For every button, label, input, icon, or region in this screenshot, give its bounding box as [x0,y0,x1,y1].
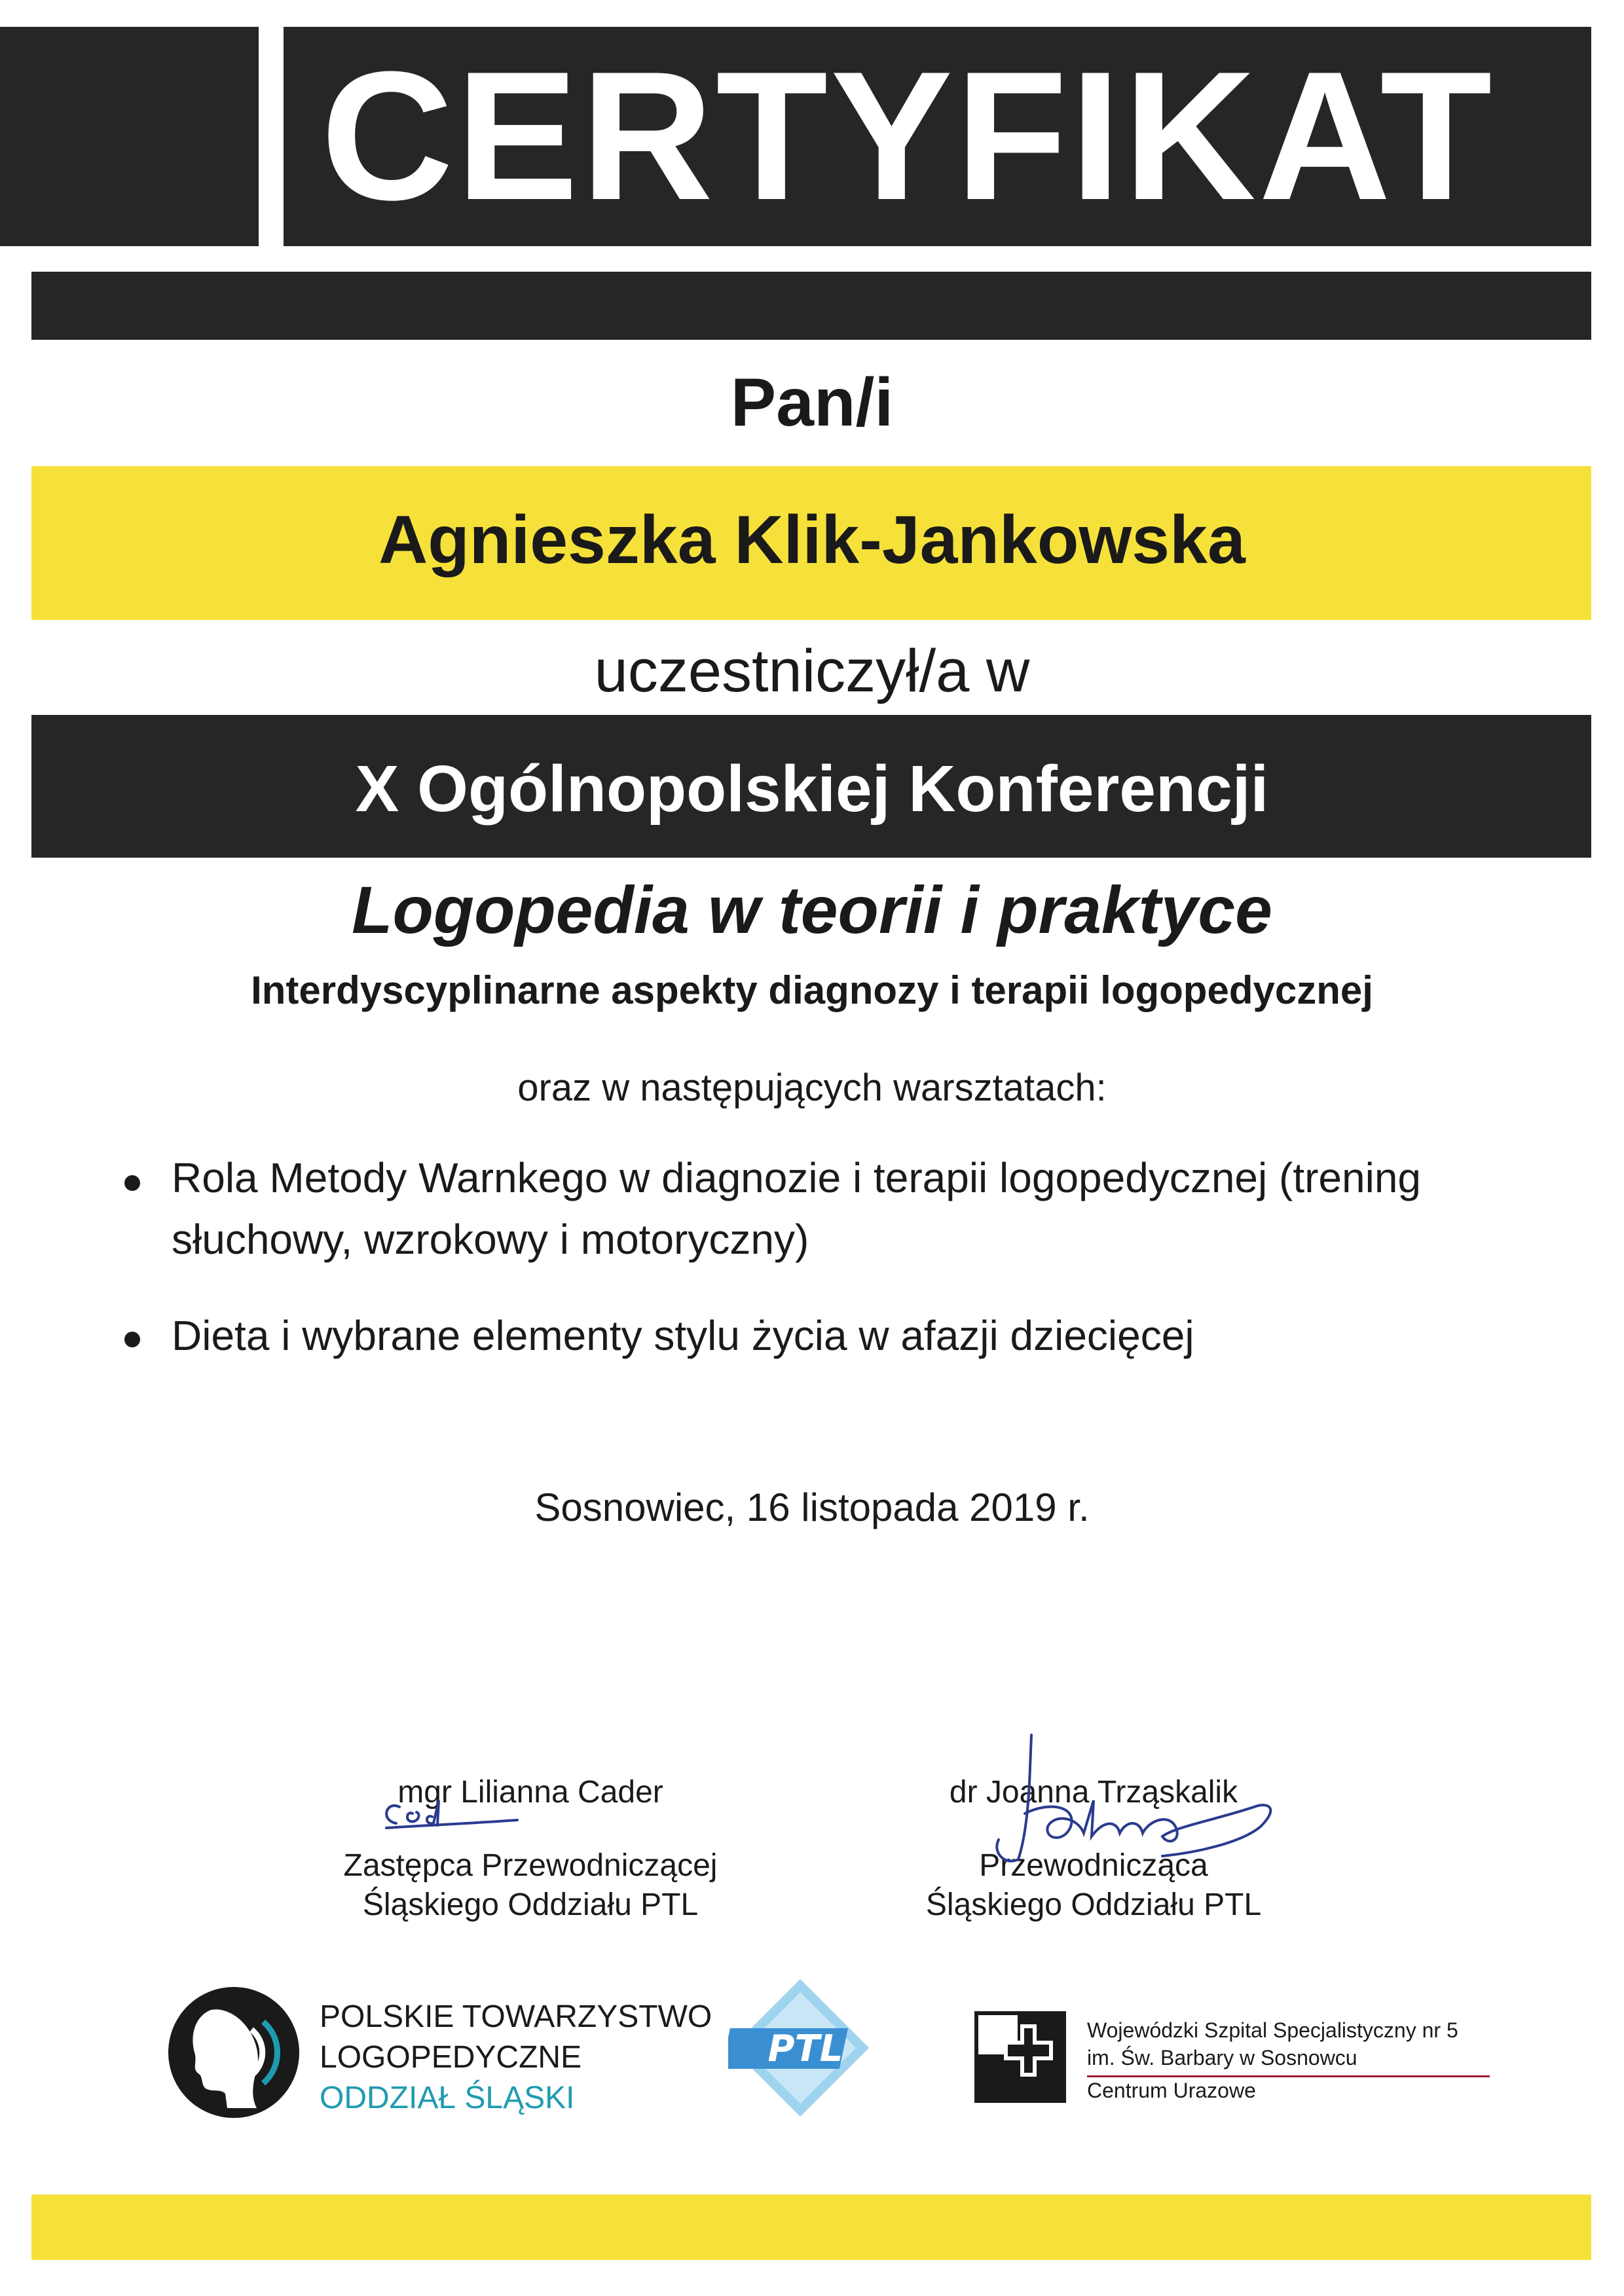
handwritten-signature-right [979,1728,1293,1899]
signer-name: mgr Lilianna Cader [397,1775,663,1810]
signer-role: Przewodnicząca [979,1848,1208,1883]
recipient-name: Agnieszka Klik-Jankowska [378,502,1246,578]
workshops-intro: oraz w następujących warsztatach: [517,1066,1107,1109]
hospital-divider-line [1087,2075,1490,2077]
handwritten-signature-left [373,1787,524,1846]
ptl-society-name [320,1997,712,2119]
bullet-icon [124,1175,140,1191]
workshop-item: Rola Metody Warnkego w diagnozie i terapii logopedycznej (trening słuchowy, wzrokowy i motoryczny) [172,1154,1421,1263]
ptl-diamond-logo [728,1976,872,2120]
salutation: Pan/i [730,365,894,441]
ptl-badge-text: PTL [767,2028,843,2070]
signer-role: Zastępca Przewodniczącej [343,1848,718,1883]
ptl-line-1: POLSKIE TOWARZYSTWO [320,1999,712,2034]
signer-name: dr Joanna Trząskalik [949,1775,1238,1810]
hospital-name [1087,2016,1458,2104]
workshop-item: Dieta i wybrane elementy stylu życia w afazji dziecięcej [172,1312,1194,1359]
place-date: Sosnowiec, 16 listopada 2019 r. [534,1485,1090,1529]
certificate-title: CERTYFIKAT [321,34,1495,238]
ptl-line-3: ODDZIAŁ ŚLĄSKI [320,2081,575,2115]
bullet-icon [124,1332,140,1347]
ptl-society-logo-icon [165,1984,303,2121]
bottom-yellow-bar [31,2195,1591,2260]
participated-text: uczestniczył/a w [594,638,1030,704]
hospital-cross-logo [974,2011,1066,2103]
hospital-line-2: im. Św. Barbary w Sosnowcu [1087,2046,1357,2069]
conference-name: X Ogólnopolskiej Konferencji [355,752,1269,826]
signature-block-left [288,1773,773,1925]
hospital-line-3: Centrum Urazowe [1087,2079,1256,2102]
hospital-line-1: Wojewódzki Szpital Specjalistyczny nr 5 [1087,2018,1458,2042]
signer-unit: Śląskiego Oddziału PTL [925,1887,1262,1922]
signer-unit: Śląskiego Oddziału PTL [362,1887,699,1922]
ptl-line-2: LOGOPEDYCZNE [320,2040,582,2075]
conference-title: Logopedia w teorii i praktyce [352,873,1272,947]
title-underbar [31,272,1591,340]
title-left-block [0,27,259,246]
conference-subtitle: Interdyscyplinarne aspekty diagnozy i terapii logopedycznej [251,968,1373,1012]
